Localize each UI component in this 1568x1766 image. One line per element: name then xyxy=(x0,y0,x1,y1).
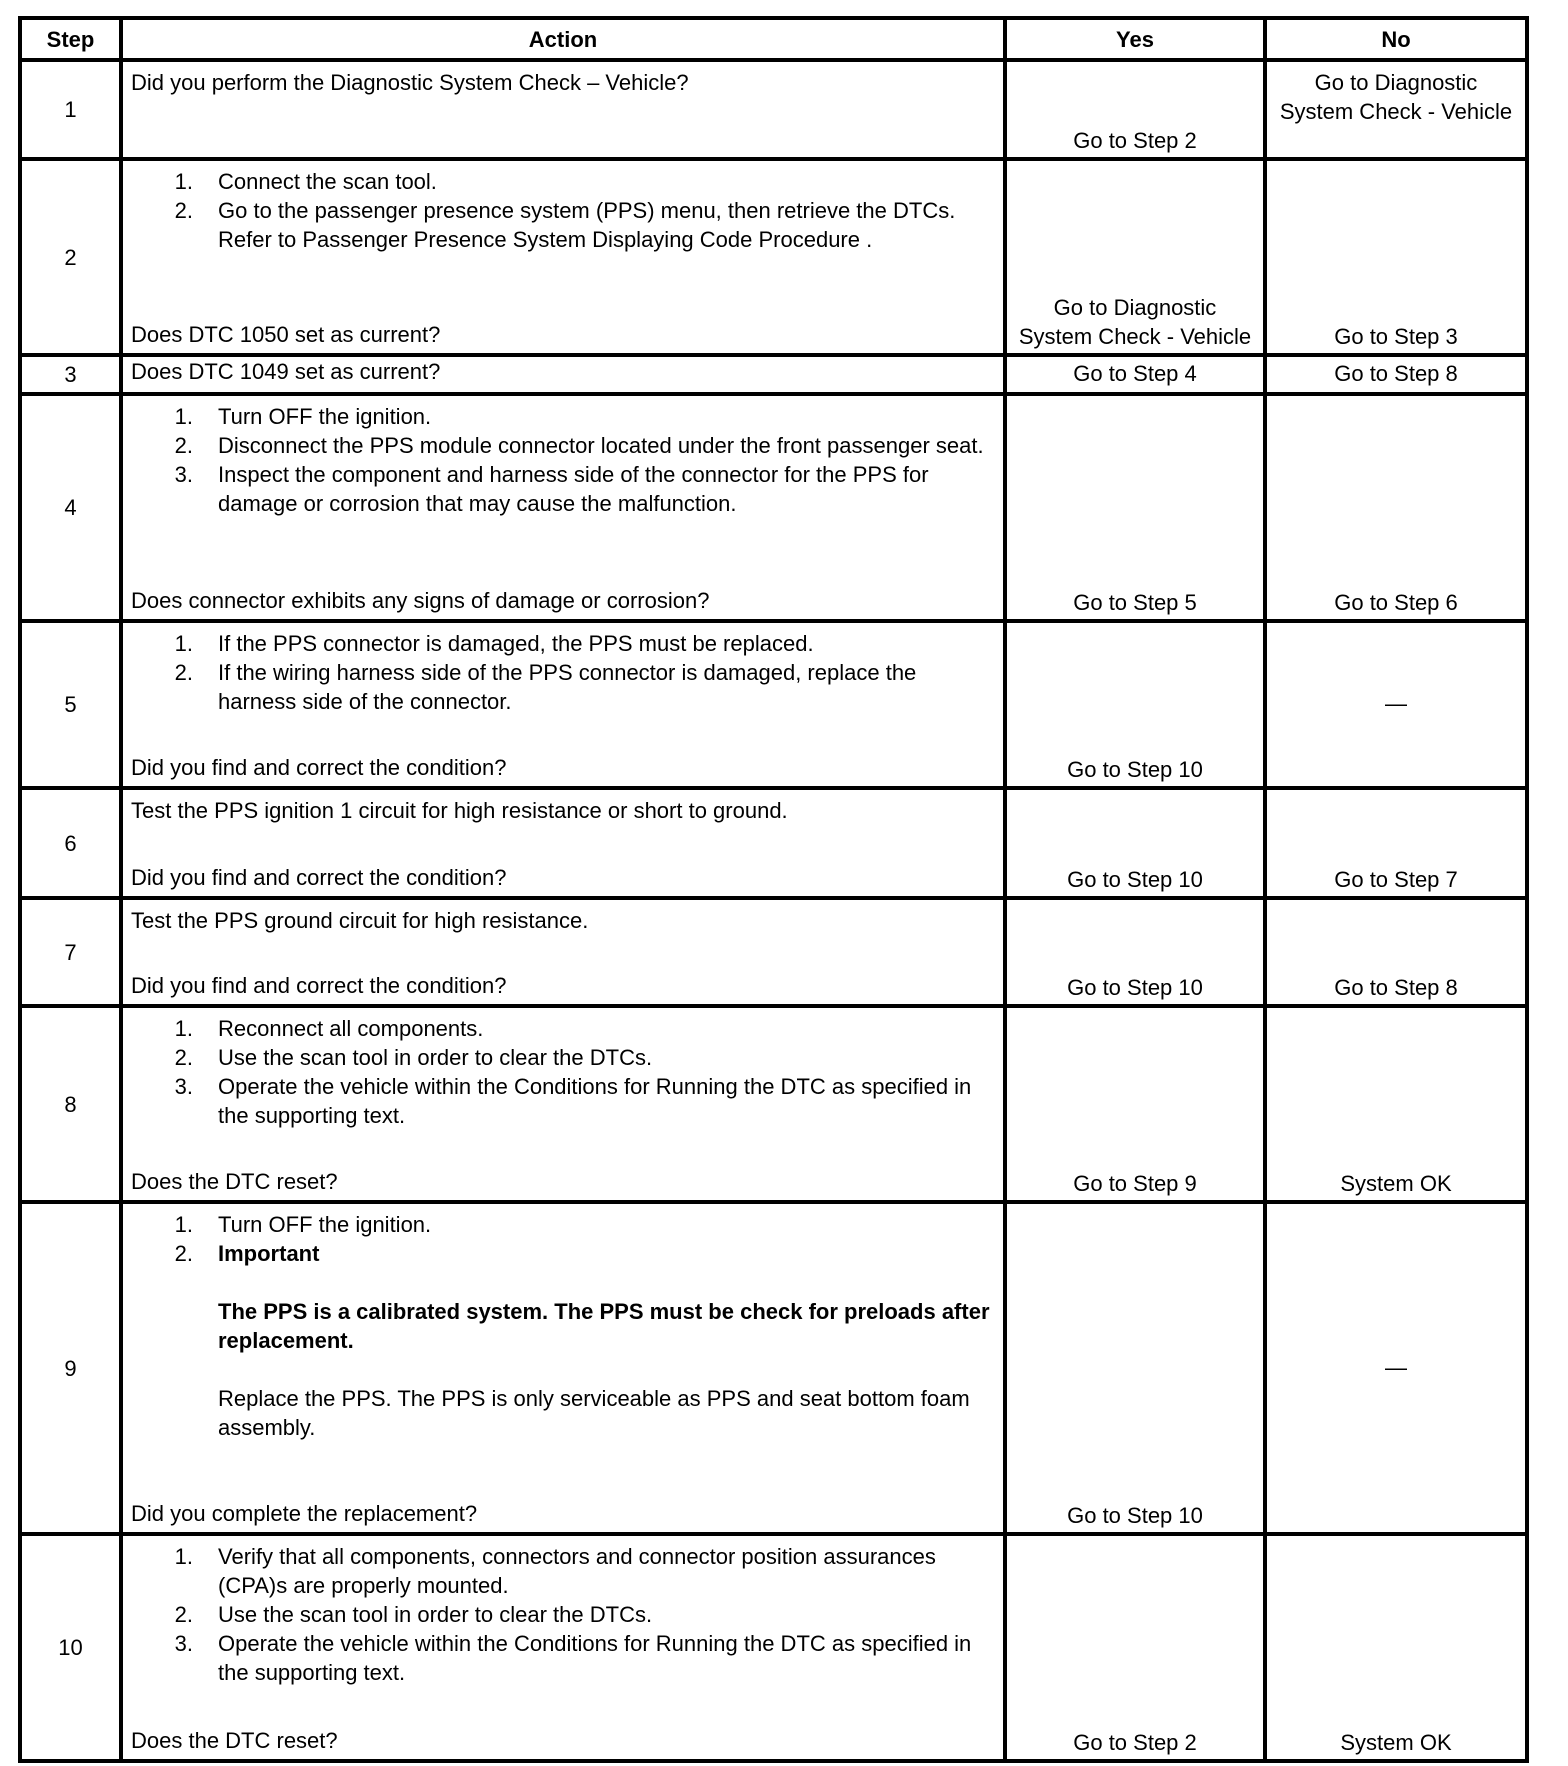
no-result: — xyxy=(1265,1202,1527,1534)
action-steps xyxy=(131,906,995,935)
yes-result: Go to Step 9 xyxy=(1005,1006,1265,1202)
header-step: Step xyxy=(20,18,121,60)
table-row xyxy=(20,60,1527,159)
item-body xyxy=(218,1629,995,1687)
item-text: Reconnect all components. xyxy=(218,1016,484,1041)
item-body xyxy=(218,658,995,716)
action-question: Did you complete the replacement? xyxy=(131,1501,478,1526)
yes-result: Go to Step 2 xyxy=(1005,1534,1265,1761)
action-content xyxy=(131,906,995,1000)
action-question: Does DTC 1049 set as current? xyxy=(131,359,441,384)
instruction-item xyxy=(131,431,995,460)
yes-result: Go to Step 10 xyxy=(1005,788,1265,898)
instruction-list xyxy=(131,1210,995,1442)
step-number: 8 xyxy=(20,1006,121,1202)
yes-result: Go to Diagnostic System Check - Vehicle xyxy=(1005,159,1265,355)
table-row xyxy=(20,621,1527,788)
action-content xyxy=(131,1210,995,1528)
action-cell xyxy=(121,355,1005,394)
action-cell xyxy=(121,1006,1005,1202)
step-number: 2 xyxy=(20,159,121,355)
item-text: Connect the scan tool. xyxy=(218,169,437,194)
table-row xyxy=(20,355,1527,394)
instruction-item xyxy=(131,196,995,254)
action-content xyxy=(131,1542,995,1755)
instruction-item xyxy=(131,1629,995,1687)
diagnostic-table xyxy=(18,16,1529,1763)
no-result: Go to Step 8 xyxy=(1265,898,1527,1006)
action-cell xyxy=(121,788,1005,898)
yes-result: Go to Step 4 xyxy=(1005,355,1265,394)
no-result: Go to Step 3 xyxy=(1265,159,1527,355)
table-row xyxy=(20,1534,1527,1761)
instruction-item xyxy=(131,1014,995,1043)
action-cell xyxy=(121,1202,1005,1534)
instruction-item xyxy=(131,1239,995,1442)
step-number: 1 xyxy=(20,60,121,159)
yes-result: Go to Step 2 xyxy=(1005,60,1265,159)
header-no: No xyxy=(1265,18,1527,60)
instruction-list xyxy=(131,1014,995,1130)
action-content xyxy=(131,1014,995,1196)
instruction-list xyxy=(131,167,995,254)
item-number: 1. xyxy=(174,1016,193,1041)
action-question: Does DTC 1050 set as current? xyxy=(131,322,441,347)
header-row xyxy=(20,18,1527,60)
action-question: Does connector exhibits any signs of damage or corrosion? xyxy=(131,588,710,613)
item-text: Important xyxy=(218,1241,320,1266)
yes-result: Go to Step 10 xyxy=(1005,1202,1265,1534)
instruction-item xyxy=(131,1072,995,1130)
item-note: Replace the PPS. The PPS is only serviceable as PPS and seat bottom foam assembly. xyxy=(218,1386,970,1440)
instruction-item xyxy=(131,658,995,716)
action-content xyxy=(131,796,995,892)
action-steps xyxy=(131,402,995,518)
step-number: 9 xyxy=(20,1202,121,1534)
instruction-list xyxy=(131,629,995,716)
item-text: If the PPS connector is damaged, the PPS must be replaced. xyxy=(218,631,814,656)
table-row xyxy=(20,788,1527,898)
item-text: Disconnect the PPS module connector located under the front passenger seat. xyxy=(218,433,984,458)
action-steps xyxy=(131,68,995,97)
instruction-list xyxy=(131,1542,995,1687)
item-number: 1. xyxy=(174,1212,193,1237)
step-number: 7 xyxy=(20,898,121,1006)
instruction-item xyxy=(131,1600,995,1629)
yes-result: Go to Step 10 xyxy=(1005,621,1265,788)
action-content xyxy=(131,629,995,782)
instruction-item xyxy=(131,1210,995,1239)
action-steps xyxy=(131,796,995,825)
instruction-item xyxy=(131,460,995,518)
item-text: Turn OFF the ignition. xyxy=(218,404,432,429)
instruction-item xyxy=(131,167,995,196)
action-instruction: Test the PPS ignition 1 circuit for high resistance or short to ground. xyxy=(131,798,788,823)
instruction-item xyxy=(131,629,995,658)
item-text: Verify that all components, connectors and connector position assurances (CPA)s are properly mounted. xyxy=(218,1544,936,1598)
instruction-list xyxy=(131,402,995,518)
action-steps xyxy=(131,629,995,716)
item-number: 3. xyxy=(174,1631,193,1656)
action-cell xyxy=(121,898,1005,1006)
table-row xyxy=(20,1202,1527,1534)
item-number: 1. xyxy=(174,1544,193,1569)
action-question: Did you find and correct the condition? xyxy=(131,973,507,998)
action-question: Does the DTC reset? xyxy=(131,1728,338,1753)
action-cell xyxy=(121,159,1005,355)
item-text: Turn OFF the ignition. xyxy=(218,1212,432,1237)
action-question: Does the DTC reset? xyxy=(131,1169,338,1194)
action-question: Did you find and correct the condition? xyxy=(131,755,507,780)
header-action: Action xyxy=(121,18,1005,60)
item-text: Use the scan tool in order to clear the DTCs. xyxy=(218,1045,653,1070)
table-row xyxy=(20,898,1527,1006)
item-body xyxy=(218,167,437,196)
no-result: System OK xyxy=(1265,1006,1527,1202)
item-body xyxy=(218,431,984,460)
item-text: Operate the vehicle within the Conditions for Running the DTC as specified in the supporting text. xyxy=(218,1631,972,1685)
item-number: 3. xyxy=(174,462,193,487)
important-note: The PPS is a calibrated system. The PPS must be check for preloads after replacement. xyxy=(218,1299,990,1353)
action-content xyxy=(131,402,995,615)
item-text: Operate the vehicle within the Conditions for Running the DTC as specified in the supporting text. xyxy=(218,1074,972,1128)
item-body xyxy=(218,1542,995,1600)
item-text: If the wiring harness side of the PPS connector is damaged, replace the harness side of the connector. xyxy=(218,660,917,714)
item-number: 1. xyxy=(174,404,193,429)
item-number: 1. xyxy=(174,631,193,656)
yes-result: Go to Step 10 xyxy=(1005,898,1265,1006)
action-steps xyxy=(131,1542,995,1687)
action-instruction: Test the PPS ground circuit for high resistance. xyxy=(131,908,589,933)
no-result: Go to Diagnostic System Check - Vehicle xyxy=(1265,60,1527,159)
item-number: 2. xyxy=(174,433,193,458)
action-question: Did you perform the Diagnostic System Check – Vehicle? xyxy=(131,70,689,95)
table-row xyxy=(20,394,1527,621)
step-number: 6 xyxy=(20,788,121,898)
item-body xyxy=(218,1600,652,1629)
item-text: Go to the passenger presence system (PPS) menu, then retrieve the DTCs. Refer to Passenger Presence System Displaying Code Procedure . xyxy=(218,198,956,252)
step-number: 4 xyxy=(20,394,121,621)
item-body xyxy=(218,402,431,431)
item-body xyxy=(218,1210,431,1239)
item-number: 2. xyxy=(174,660,193,685)
header-yes: Yes xyxy=(1005,18,1265,60)
item-text: Inspect the component and harness side of the connector for the PPS for damage or corrosion that may cause the malfunction. xyxy=(218,462,929,516)
action-cell xyxy=(121,1534,1005,1761)
item-body xyxy=(218,196,995,254)
action-steps xyxy=(131,1210,995,1442)
no-result: System OK xyxy=(1265,1534,1527,1761)
action-content xyxy=(131,68,995,153)
instruction-item xyxy=(131,402,995,431)
action-content xyxy=(131,357,995,392)
step-number: 3 xyxy=(20,355,121,394)
action-cell xyxy=(121,394,1005,621)
item-number: 2. xyxy=(174,198,193,223)
item-number: 2. xyxy=(174,1045,193,1070)
action-question: Did you find and correct the condition? xyxy=(131,865,507,890)
action-steps xyxy=(131,357,995,386)
action-steps xyxy=(131,167,995,254)
step-number: 10 xyxy=(20,1534,121,1761)
table-row xyxy=(20,159,1527,355)
item-body xyxy=(218,1072,995,1130)
no-result: Go to Step 6 xyxy=(1265,394,1527,621)
item-body xyxy=(218,1239,995,1442)
no-result: — xyxy=(1265,621,1527,788)
action-steps xyxy=(131,1014,995,1130)
table-row xyxy=(20,1006,1527,1202)
item-body xyxy=(218,1043,652,1072)
item-body xyxy=(218,629,814,658)
no-result: Go to Step 8 xyxy=(1265,355,1527,394)
action-cell xyxy=(121,621,1005,788)
item-body xyxy=(218,460,995,518)
item-number: 3. xyxy=(174,1074,193,1099)
item-number: 2. xyxy=(174,1602,193,1627)
instruction-item xyxy=(131,1542,995,1600)
item-body xyxy=(218,1014,483,1043)
item-text: Use the scan tool in order to clear the DTCs. xyxy=(218,1602,653,1627)
action-cell xyxy=(121,60,1005,159)
step-number: 5 xyxy=(20,621,121,788)
no-result: Go to Step 7 xyxy=(1265,788,1527,898)
instruction-item xyxy=(131,1043,995,1072)
action-content xyxy=(131,167,995,349)
item-number: 1. xyxy=(174,169,193,194)
yes-result: Go to Step 5 xyxy=(1005,394,1265,621)
item-number: 2. xyxy=(174,1241,193,1266)
